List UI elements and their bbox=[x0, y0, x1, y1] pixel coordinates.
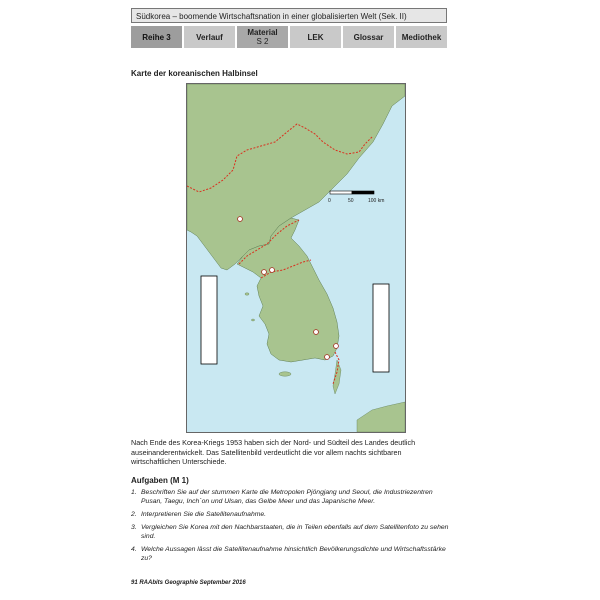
tab-verlauf-label: Verlauf bbox=[196, 32, 223, 42]
tab-glossar[interactable] bbox=[343, 26, 394, 48]
task-number: 3. bbox=[131, 524, 137, 531]
task-text: Beschriften Sie auf der stummen Karte die Metropolen Pjöngjang und Seoul, die Industriezentren Pusan, Taegu, Inch´on und Ulsan, das Gelbe Meer und das Japanische Meer. bbox=[141, 489, 433, 505]
island-west-1 bbox=[245, 293, 249, 295]
city-marker-ulsan[interactable] bbox=[334, 344, 339, 349]
scale-label-0: 0 bbox=[328, 198, 331, 204]
korea-map bbox=[186, 83, 406, 433]
task-number: 2. bbox=[131, 511, 137, 518]
tab-mediothek[interactable] bbox=[396, 26, 447, 48]
city-marker-pusan[interactable] bbox=[325, 355, 330, 360]
tab-reihe[interactable] bbox=[131, 26, 182, 48]
task-number: 4. bbox=[131, 546, 137, 553]
task-text: Vergleichen Sie Korea mit den Nachbarstaaten, die in Teilen ebenfalls auf dem Satellitenfoto zu sehen sind. bbox=[141, 524, 449, 540]
city-marker-incheon[interactable] bbox=[262, 270, 267, 275]
footer-text: 91 RAAbits Geographie September 2016 bbox=[131, 580, 246, 586]
task-number: 1. bbox=[131, 489, 137, 496]
header-title: Südkorea – boomende Wirtschaftsnation in einer globalisierten Welt (Sek. II) bbox=[136, 12, 407, 21]
city-marker-seoul[interactable] bbox=[270, 268, 275, 273]
scale-label-100: 100 km bbox=[368, 198, 385, 204]
task-item bbox=[131, 488, 451, 506]
city-marker-taegu[interactable] bbox=[314, 330, 319, 335]
korea-map-svg bbox=[187, 84, 405, 432]
task-item bbox=[131, 545, 451, 563]
jeju-island bbox=[279, 372, 291, 376]
tasks-title: Aufgaben (M 1) bbox=[131, 476, 189, 485]
tab-reihe-label: Reihe 3 bbox=[142, 32, 171, 42]
header-title-bar bbox=[131, 8, 447, 23]
city-marker-pyongyang[interactable] bbox=[238, 217, 243, 222]
island-west-2 bbox=[251, 319, 254, 321]
task-text: Interpretieren Sie die Satellitenaufnahme. bbox=[141, 511, 267, 518]
tab-material-label: Material bbox=[247, 28, 278, 37]
task-item bbox=[131, 510, 451, 519]
task-text: Welche Aussagen lässt die Satellitenaufnahme hinsichtlich Bevölkerungsdichte und Wirtschaftsstärke zu? bbox=[141, 546, 446, 562]
tab-lek-label: LEK bbox=[307, 32, 324, 42]
tab-mediothek-label: Mediothek bbox=[401, 32, 442, 42]
nav-bar bbox=[131, 26, 447, 48]
tab-material[interactable] bbox=[237, 26, 288, 48]
tab-material-sublabel: S 2 bbox=[256, 37, 269, 46]
label-box-yellow-sea[interactable] bbox=[201, 276, 217, 364]
section-title: Karte der koreanischen Halbinsel bbox=[131, 69, 258, 78]
intro-text: Nach Ende des Korea-Kriegs 1953 haben sich der Nord- und Südteil des Landes deutlich auseinanderentwickelt. Das Satellitenbild verdeutlicht die vor allem nachts sichtbaren wirtschaftlichen Unterschiede. bbox=[131, 438, 416, 467]
tab-lek[interactable] bbox=[290, 26, 341, 48]
task-list bbox=[131, 488, 451, 567]
label-box-sea-of-japan[interactable] bbox=[373, 284, 389, 372]
tab-verlauf[interactable] bbox=[184, 26, 235, 48]
task-item bbox=[131, 523, 451, 541]
tab-glossar-label: Glossar bbox=[353, 32, 384, 42]
scale-label-50: 50 bbox=[348, 198, 354, 204]
